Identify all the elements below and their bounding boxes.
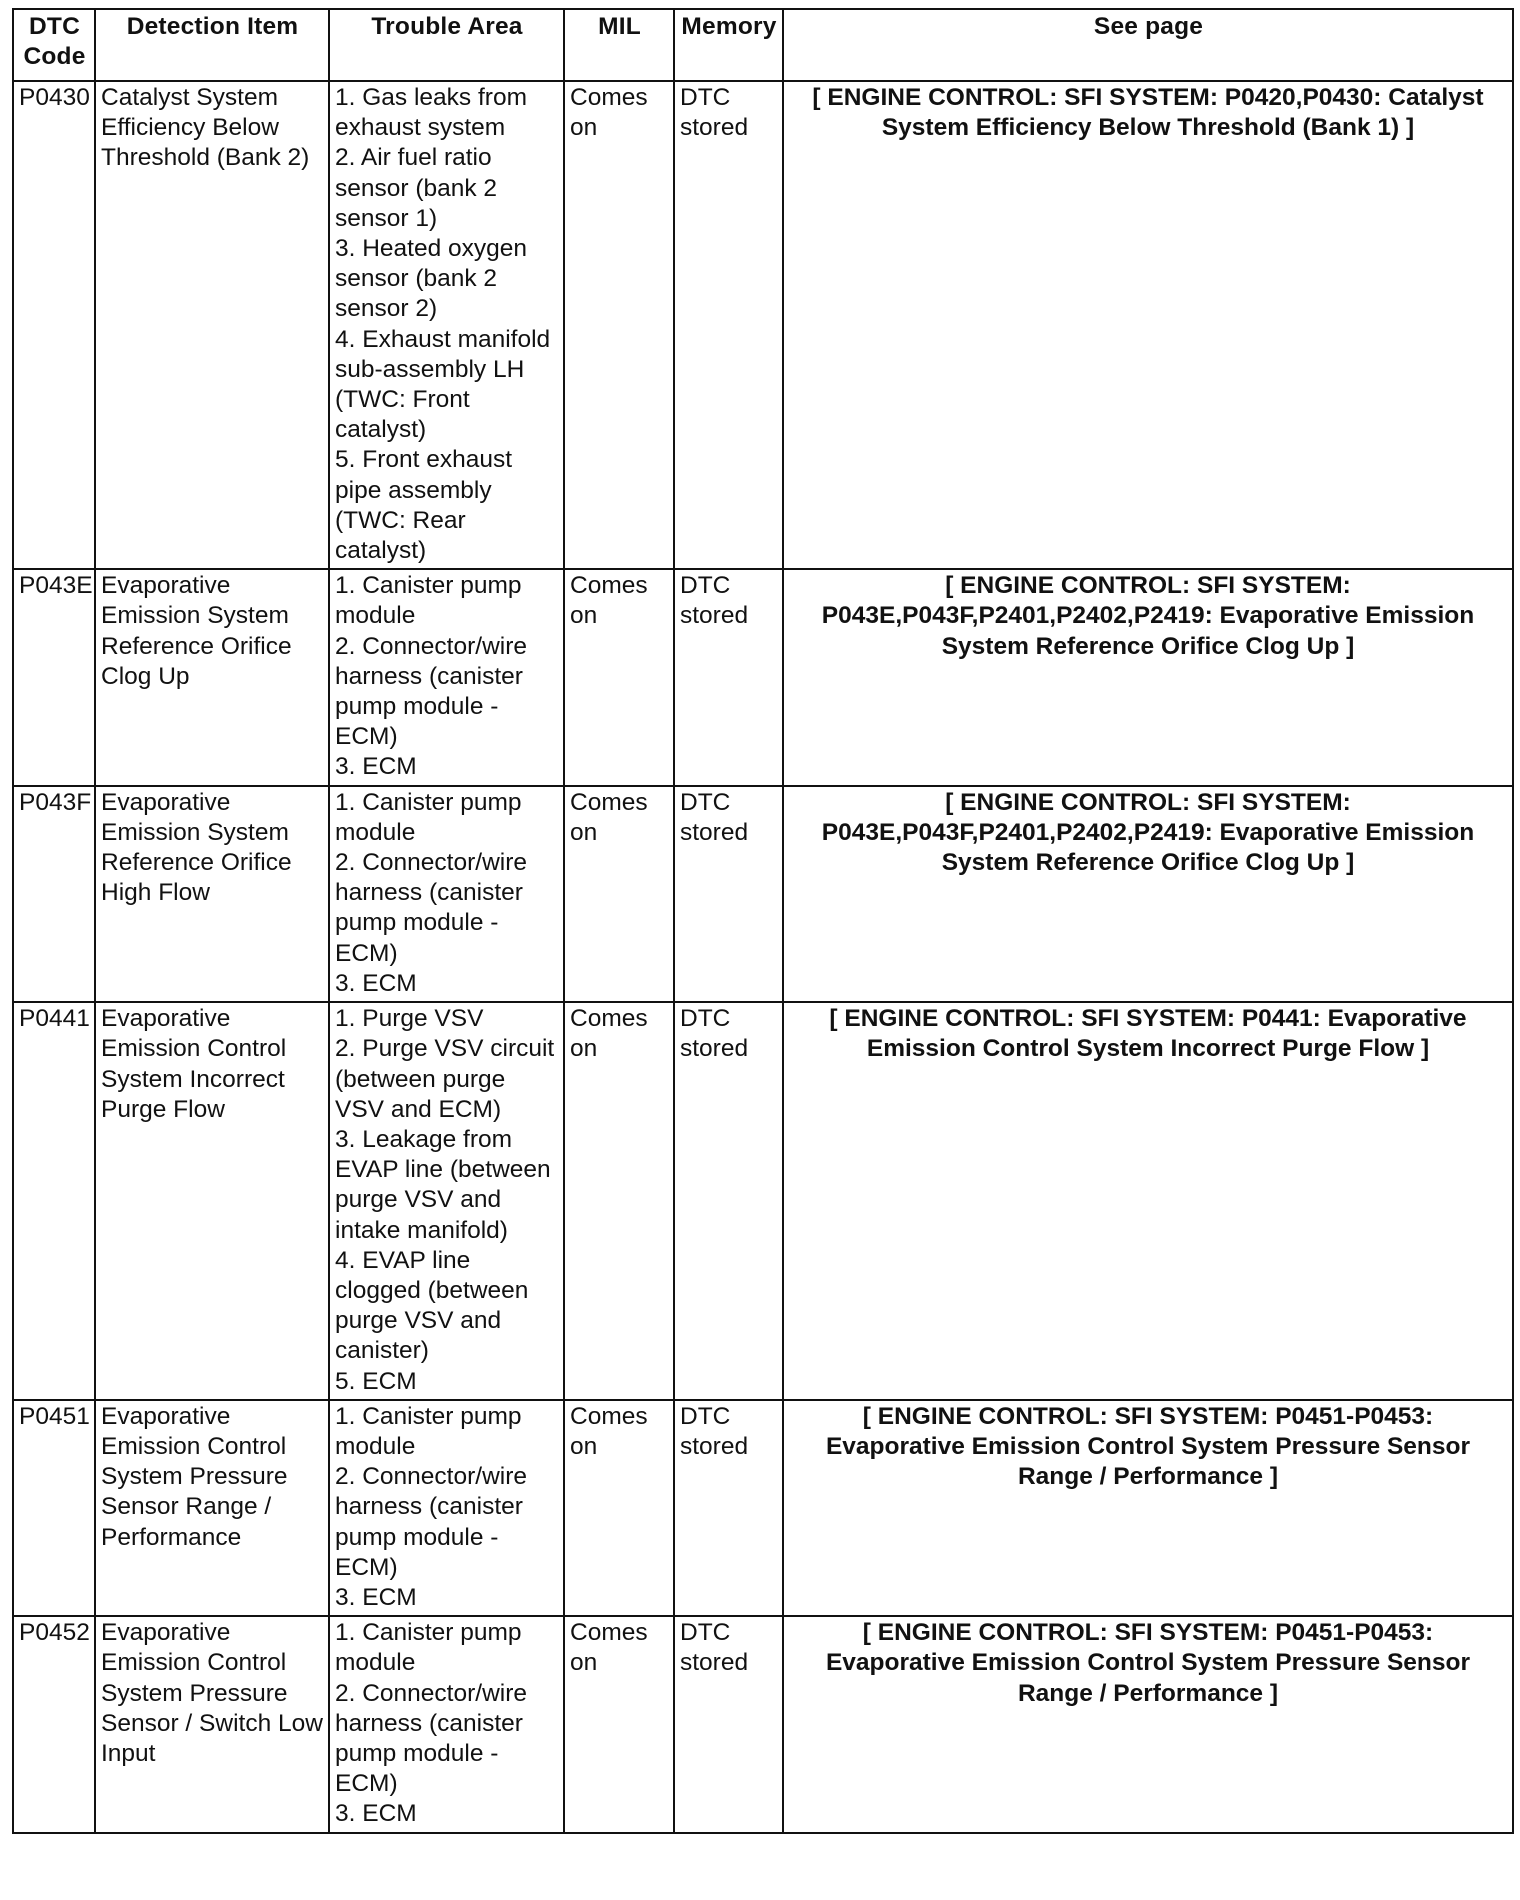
mil-cell: Comes on	[564, 1002, 674, 1400]
trouble-area-item: 2. Connector/wire harness (canister pump module - ECM)	[335, 632, 528, 751]
mil-cell: Comes on	[564, 786, 674, 1002]
trouble-area-cell	[329, 81, 564, 569]
trouble-area-item: 3. Leakage from EVAP line (between purge VSV and intake manifold)	[335, 1125, 551, 1244]
trouble-area-item: 1. Canister pump module	[335, 1402, 522, 1460]
see-page-link[interactable]: [ ENGINE CONTROL: SFI SYSTEM: P0420,P0430: Catalyst System Efficiency Below Threshold (Bank 1) ]	[783, 81, 1513, 569]
memory-cell: DTC stored	[674, 786, 783, 1002]
header-mil: MIL	[564, 9, 674, 81]
table-row	[13, 569, 1513, 785]
see-page-link[interactable]: [ ENGINE CONTROL: SFI SYSTEM: P0441: Evaporative Emission Control System Incorrect Purge Flow ]	[783, 1002, 1513, 1400]
trouble-area-item: 2. Connector/wire harness (canister pump module - ECM)	[335, 849, 528, 967]
detection-item-cell: Evaporative Emission System Reference Orifice Clog Up	[95, 569, 329, 785]
mil-cell: Comes on	[564, 1400, 674, 1616]
trouble-area-cell	[329, 1002, 564, 1400]
memory-cell: DTC stored	[674, 1400, 783, 1616]
trouble-area-item: 5. ECM	[335, 1367, 417, 1395]
trouble-area-item: 2. Connector/wire harness (canister pump module - ECM)	[335, 1679, 528, 1798]
table-row	[13, 81, 1513, 569]
trouble-area-item: 2. Air fuel ratio sensor (bank 2 sensor 1)	[335, 144, 498, 232]
trouble-area-item: 4. EVAP line clogged (between purge VSV and canister)	[335, 1246, 529, 1365]
detection-item-cell: Evaporative Emission Control System Pressure Sensor / Switch Low Input	[95, 1616, 329, 1832]
trouble-area-cell	[329, 786, 564, 1002]
trouble-area-item: 1. Canister pump module	[335, 1619, 522, 1677]
detection-item-cell: Evaporative Emission System Reference Orifice High Flow	[95, 786, 329, 1002]
dtc-code-cell: P0430	[13, 81, 95, 569]
trouble-area-item: 3. ECM	[335, 1800, 417, 1828]
trouble-area-item: 3. ECM	[335, 969, 417, 997]
see-page-link[interactable]: [ ENGINE CONTROL: SFI SYSTEM: P0451-P0453: Evaporative Emission Control System Pressure Sensor Range / Performance ]	[783, 1616, 1513, 1832]
trouble-area-item: 1. Canister pump module	[335, 788, 522, 846]
table-row	[13, 1616, 1513, 1832]
table-row	[13, 786, 1513, 1002]
trouble-area-item: 1. Gas leaks from exhaust system	[335, 84, 527, 142]
memory-cell: DTC stored	[674, 81, 783, 569]
detection-item-cell: Catalyst System Efficiency Below Threshold (Bank 2)	[95, 81, 329, 569]
header-memory: Memory	[674, 9, 783, 81]
see-page-link[interactable]: [ ENGINE CONTROL: SFI SYSTEM: P0451-P0453: Evaporative Emission Control System Pressure Sensor Range / Performance ]	[783, 1400, 1513, 1616]
header-trouble-area: Trouble Area	[329, 9, 564, 81]
mil-cell: Comes on	[564, 1616, 674, 1832]
trouble-area-item: 3. Heated oxygen sensor (bank 2 sensor 2)	[335, 235, 528, 323]
header-detection-item: Detection Item	[95, 9, 329, 81]
trouble-area-item: 2. Connector/wire harness (canister pump module - ECM)	[335, 1463, 528, 1581]
dtc-code-cell: P043F	[13, 786, 95, 1002]
see-page-link[interactable]: [ ENGINE CONTROL: SFI SYSTEM: P043E,P043F,P2401,P2402,P2419: Evaporative Emission System Reference Orifice Clog Up ]	[783, 569, 1513, 785]
dtc-code-cell: P0451	[13, 1400, 95, 1616]
memory-cell: DTC stored	[674, 1616, 783, 1832]
table-header-row	[13, 9, 1513, 81]
dtc-code-cell: P0441	[13, 1002, 95, 1400]
trouble-area-cell	[329, 1400, 564, 1616]
detection-item-cell: Evaporative Emission Control System Pressure Sensor Range / Performance	[95, 1400, 329, 1616]
header-dtc-code: DTC Code	[13, 9, 95, 81]
table-row	[13, 1400, 1513, 1616]
table-row	[13, 1002, 1513, 1400]
memory-cell: DTC stored	[674, 569, 783, 785]
dtc-table	[12, 8, 1514, 1834]
trouble-area-cell	[329, 1616, 564, 1832]
detection-item-cell: Evaporative Emission Control System Incorrect Purge Flow	[95, 1002, 329, 1400]
trouble-area-item: 1. Canister pump module	[335, 572, 522, 630]
trouble-area-item: 3. ECM	[335, 753, 417, 781]
memory-cell: DTC stored	[674, 1002, 783, 1400]
dtc-code-cell: P0452	[13, 1616, 95, 1832]
trouble-area-item: 4. Exhaust manifold sub-assembly LH (TWC: Front catalyst)	[335, 325, 551, 444]
trouble-area-item: 3. ECM	[335, 1583, 417, 1611]
mil-cell: Comes on	[564, 569, 674, 785]
see-page-link[interactable]: [ ENGINE CONTROL: SFI SYSTEM: P043E,P043F,P2401,P2402,P2419: Evaporative Emission System Reference Orifice Clog Up ]	[783, 786, 1513, 1002]
mil-cell: Comes on	[564, 81, 674, 569]
dtc-code-cell: P043E	[13, 569, 95, 785]
header-see-page: See page	[783, 9, 1513, 81]
trouble-area-item: 1. Purge VSV	[335, 1005, 484, 1033]
trouble-area-item: 2. Purge VSV circuit (between purge VSV and ECM)	[335, 1035, 555, 1123]
trouble-area-item: 5. Front exhaust pipe assembly (TWC: Rear catalyst)	[335, 446, 513, 565]
trouble-area-cell	[329, 569, 564, 785]
